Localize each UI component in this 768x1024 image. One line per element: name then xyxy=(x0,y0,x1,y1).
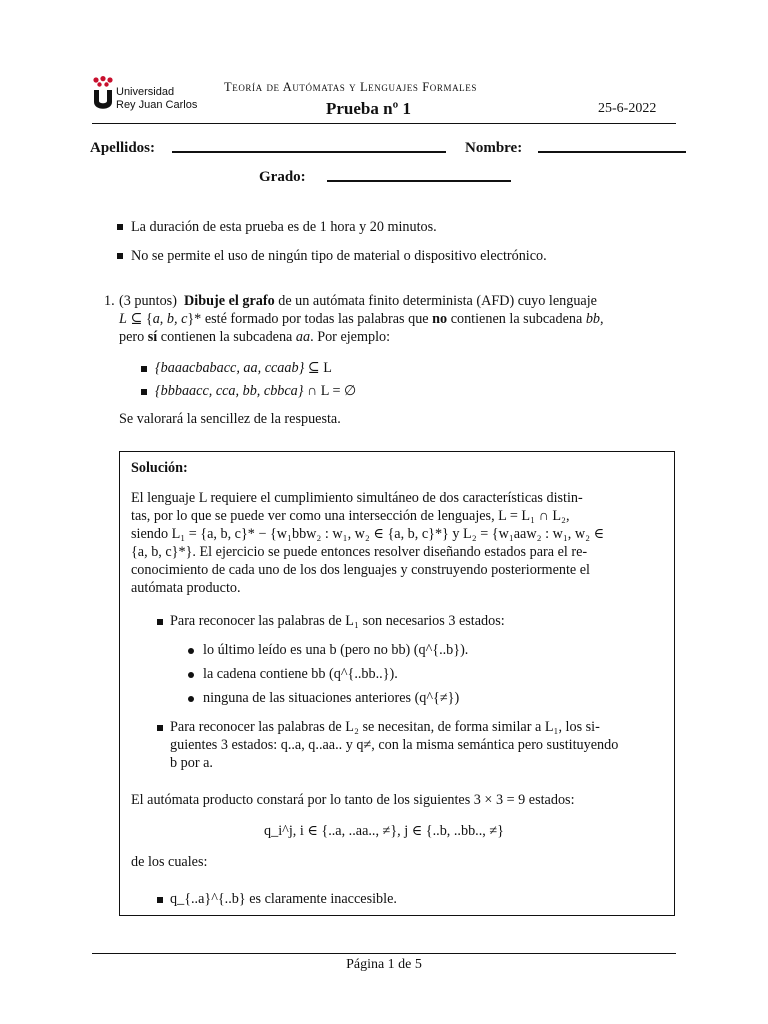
degree-field[interactable] xyxy=(327,180,511,182)
question-line-3: pero sí contienen la subcadena aa. Por ejemplo: xyxy=(119,329,391,345)
bullet-dot-icon xyxy=(188,696,194,702)
l2-line-3: b por a. xyxy=(170,755,213,771)
name-label: Nombre: xyxy=(465,140,523,156)
bullet-square-icon xyxy=(157,725,163,731)
bullet-square-icon xyxy=(141,389,147,395)
university-name-line1: Universidad xyxy=(116,86,175,98)
bullet-square-icon xyxy=(157,897,163,903)
surname-field[interactable] xyxy=(172,151,446,153)
exam-date: 25-6-2022 xyxy=(598,101,657,116)
university-name-line2: Rey Juan Carlos xyxy=(116,99,198,111)
of-which: de los cuales: xyxy=(131,854,208,870)
solution-p1-line-5: conocimiento de cada uno de los dos lenguajes y construyendo posteriormente el xyxy=(131,562,590,578)
question-note: Se valorará la sencillez de la respuesta. xyxy=(119,411,341,427)
product-formula: q_i^j, i ∈ {..a, ..aa.., ≠}, j ∈ {..b, ..bb.., ≠} xyxy=(264,823,504,839)
question-number: 1. xyxy=(104,293,115,309)
bullet-square-icon xyxy=(141,366,147,372)
page-number: Página 1 de 5 xyxy=(346,957,422,972)
name-field[interactable] xyxy=(538,151,686,153)
inaccessible-state: q_{..a}^{..b} es claramente inaccesible. xyxy=(170,891,397,907)
question-line-1: (3 puntos) Dibuje el grafo de un autómata finito determinista (AFD) cuyo lenguaje xyxy=(119,293,597,309)
surname-label: Apellidos: xyxy=(90,140,156,156)
bullet-square-icon xyxy=(157,619,163,625)
university-logo xyxy=(92,76,212,110)
l1-state-1: lo último leído es una b (pero no bb) (q^{..b}). xyxy=(203,642,469,658)
example-1: {baaacbabacc, aa, ccaab} ⊆ L xyxy=(155,360,332,376)
solution-p1-line-6: autómata producto. xyxy=(131,580,241,596)
l1-intro: Para reconocer las palabras de L₁ son necesarios 3 estados: xyxy=(170,613,505,629)
degree-label: Grado: xyxy=(259,169,306,185)
solution-p1-line-2: tas, por lo que se puede ver como una intersección de lenguajes, L = L₁ ∩ L₂, xyxy=(131,508,570,524)
rule-no-devices: No se permite el uso de ningún tipo de material o dispositivo electrónico. xyxy=(131,248,547,264)
example-2: {bbbaacc, cca, bb, cbbca} ∩ L = ∅ xyxy=(155,383,357,399)
question-bold-intro: Dibuje el grafo xyxy=(184,293,275,309)
exam-title: Prueba nº 1 xyxy=(326,99,411,118)
header-divider xyxy=(92,123,676,124)
rule-duration: La duración de esta prueba es de 1 hora y 20 minutos. xyxy=(131,219,437,235)
bullet-dot-icon xyxy=(188,672,194,678)
l2-line-1: Para reconocer las palabras de L₂ se necesitan, de forma similar a L₁, los si- xyxy=(170,719,600,735)
l1-state-2: la cadena contiene bb (q^{..bb..}). xyxy=(203,666,398,682)
bullet-square-icon xyxy=(117,224,123,230)
question-points: (3 puntos) xyxy=(119,293,177,309)
bullet-square-icon xyxy=(117,253,123,259)
bullet-dot-icon xyxy=(188,648,194,654)
urjc-crown-icon xyxy=(92,76,114,110)
l1-state-3: ninguna de las situaciones anteriores (q^{≠}) xyxy=(203,690,460,706)
solution-p1-line-4: {a, b, c}*}. El ejercicio se puede entonces resolver diseñando estados para el re- xyxy=(131,544,588,560)
footer-divider xyxy=(92,953,676,954)
product-intro: El autómata producto constará por lo tanto de los siguientes 3 × 3 = 9 estados: xyxy=(131,792,575,808)
l2-line-2: guientes 3 estados: q..a, q..aa.. y q≠, con la misma semántica pero sustituyendo xyxy=(170,737,619,753)
solution-p1-line-1: El lenguaje L requiere el cumplimiento simultáneo de dos características distin- xyxy=(131,490,583,506)
solution-heading: Solución: xyxy=(131,460,188,476)
question-line-2: L ⊆ {a, b, c}* esté formado por todas las palabras que no contienen la subcadena bb, xyxy=(119,311,604,327)
course-title: Teoría de Autómatas y Lenguajes Formales xyxy=(224,80,477,94)
solution-p1-line-3: siendo L₁ = {a, b, c}* − {w₁bbw₂ : w₁, w₂ ∈ {a, b, c}*} y L₂ = {w₁aaw₂ : w₁, w₂ ∈ xyxy=(131,526,605,542)
